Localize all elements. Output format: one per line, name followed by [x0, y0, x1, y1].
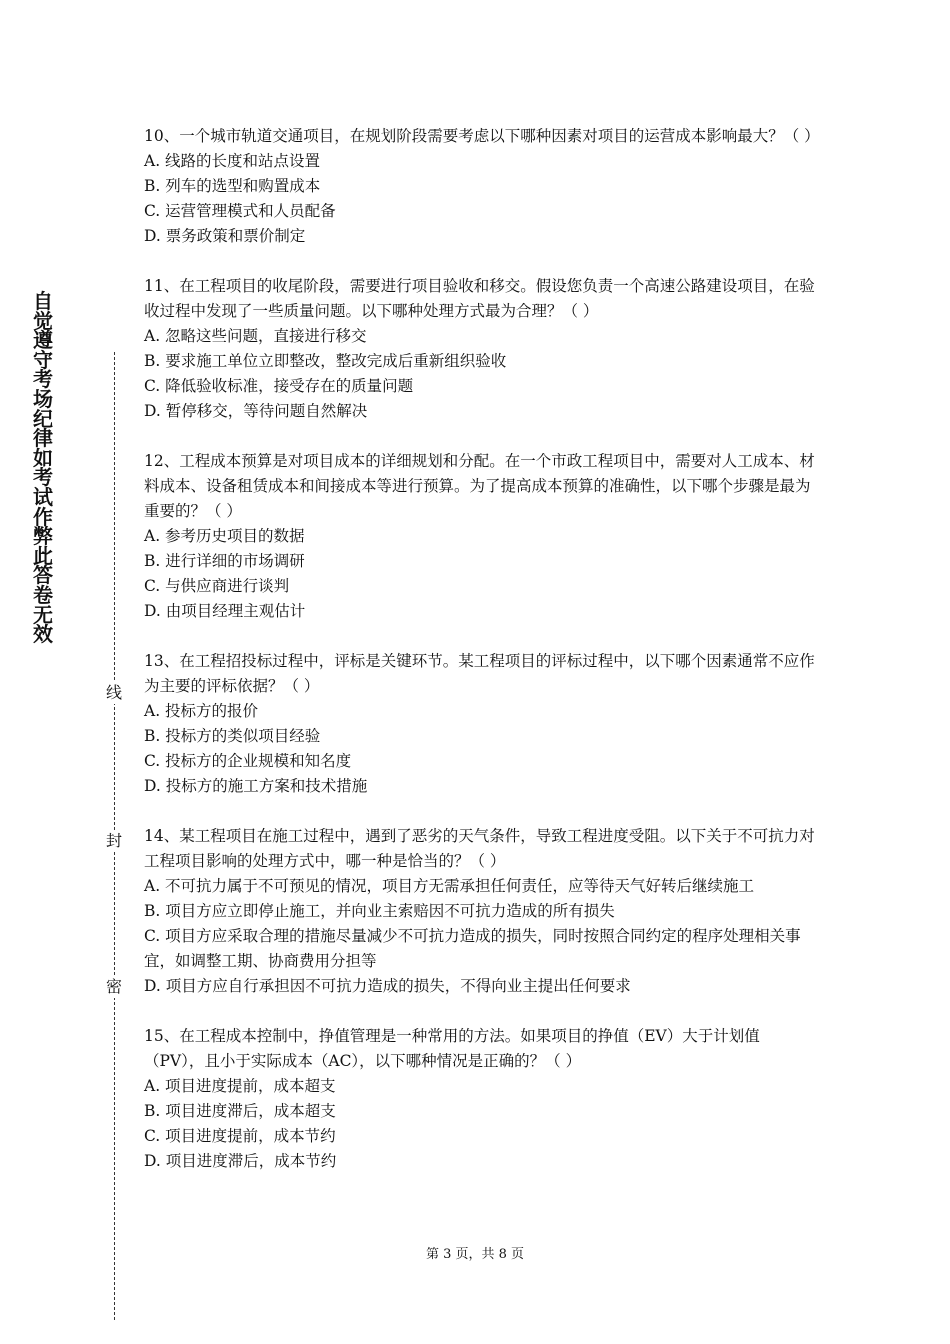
option-d: D. 票务政策和票价制定 [144, 227, 306, 245]
option-b: B. 项目方应立即停止施工，并向业主索赔因不可抗力造成的所有损失 [144, 902, 615, 920]
seal-label-seal: 封 [105, 831, 122, 850]
option-b: B. 列车的选型和购置成本 [144, 177, 321, 195]
option-a: A. 忽略这些问题，直接进行移交 [144, 327, 367, 345]
question-stem: 13、在工程招投标过程中，评标是关键环节。某工程项目的评标过程中，以下哪个因素通常不应作为主要的评标依据？（ ） [144, 652, 815, 695]
question-13 [144, 649, 820, 799]
seal-label-line: 线 [105, 683, 122, 702]
option-a: A. 投标方的报价 [144, 702, 259, 720]
question-14 [144, 824, 820, 999]
option-d: D. 暂停移交，等待问题自然解决 [144, 402, 368, 420]
question-list [144, 124, 820, 1199]
option-d: D. 由项目经理主观估计 [144, 602, 306, 620]
option-b: B. 项目进度滞后，成本超支 [144, 1102, 336, 1120]
question-stem: 15、在工程成本控制中，挣值管理是一种常用的方法。如果项目的挣值（EV）大于计划值（PV），且小于实际成本（AC），以下哪种情况是正确的？（ ） [144, 1027, 760, 1070]
option-a: A. 参考历史项目的数据 [144, 527, 305, 545]
option-c: C. 项目方应采取合理的措施尽量减少不可抗力造成的损失，同时按照合同约定的程序处理相关事宜，如调整工期、协商费用分担等 [144, 927, 801, 970]
question-stem: 14、某工程项目在施工过程中，遇到了恶劣的天气条件，导致工程进度受阻。以下关于不可抗力对工程项目影响的处理方式中，哪一种是恰当的？（ ） [144, 827, 815, 870]
seal-label-secret: 密 [105, 977, 122, 996]
option-d: D. 项目进度滞后，成本节约 [144, 1152, 337, 1170]
question-stem: 11、在工程项目的收尾阶段，需要进行项目验收和移交。假设您负责一个高速公路建设项目，在验收过程中发现了一些质量问题。以下哪种处理方式最为合理？（ ） [144, 277, 815, 320]
question-10 [144, 124, 820, 249]
question-stem: 12、工程成本预算是对项目成本的详细规划和分配。在一个市政工程项目中，需要对人工成本、材料成本、设备租赁成本和间接成本等进行预算。为了提高成本预算的准确性，以下哪个步骤是最为重要的？（ ） [144, 452, 815, 520]
exam-discipline-warning: 自觉遵守考场纪律如考试作弊此答卷无效 [33, 289, 53, 647]
option-c: C. 运营管理模式和人员配备 [144, 202, 336, 220]
option-a: A. 线路的长度和站点设置 [144, 152, 321, 170]
option-d: D. 投标方的施工方案和技术措施 [144, 777, 368, 795]
option-c: C. 项目进度提前，成本节约 [144, 1127, 336, 1145]
option-c: C. 与供应商进行谈判 [144, 577, 290, 595]
option-b: B. 投标方的类似项目经验 [144, 727, 321, 745]
option-b: B. 要求施工单位立即整改，整改完成后重新组织验收 [144, 352, 507, 370]
question-11 [144, 274, 820, 424]
option-c: C. 降低验收标准，接受存在的质量问题 [144, 377, 414, 395]
option-c: C. 投标方的企业规模和知名度 [144, 752, 352, 770]
question-stem: 10、一个城市轨道交通项目，在规划阶段需要考虑以下哪种因素对项目的运营成本影响最大？（ ） [144, 127, 820, 145]
option-d: D. 项目方应自行承担因不可抗力造成的损失，不得向业主提出任何要求 [144, 977, 631, 995]
page-number: 第 3 页，共 8 页 [425, 1247, 525, 1262]
question-12 [144, 449, 820, 624]
option-b: B. 进行详细的市场调研 [144, 552, 305, 570]
option-a: A. 项目进度提前，成本超支 [144, 1077, 336, 1095]
option-a: A. 不可抗力属于不可预见的情况，项目方无需承担任何责任，应等待天气好转后继续施工 [144, 877, 755, 895]
question-15 [144, 1024, 820, 1174]
